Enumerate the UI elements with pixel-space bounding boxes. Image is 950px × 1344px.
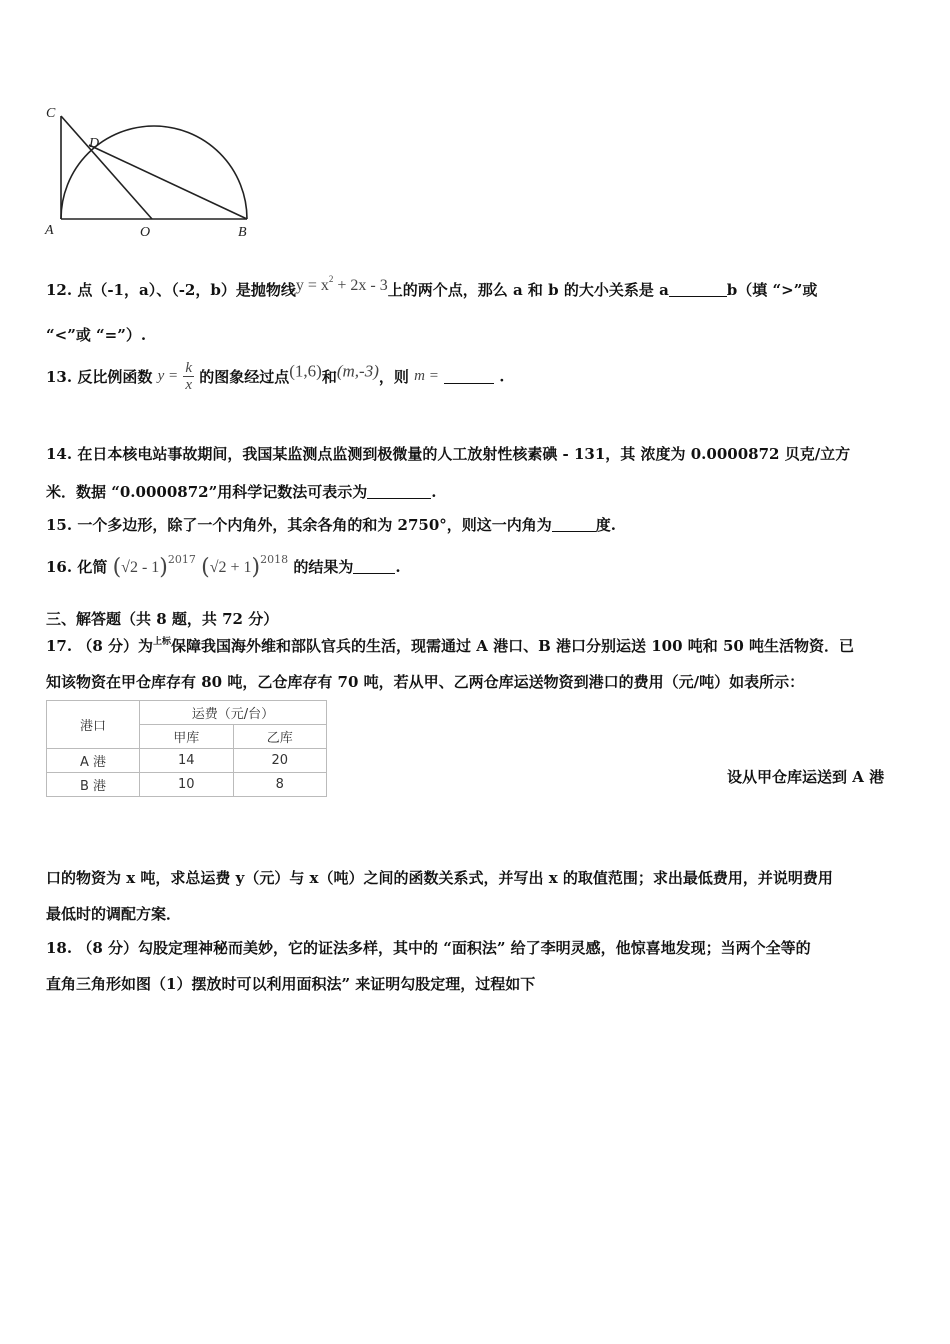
table-header-row xyxy=(47,701,327,725)
q17-side-text: 设从甲仓库运送到 A 港 xyxy=(727,768,885,786)
q18-line1: 18. （8 分）勾股定理神秘而美妙，它的证法多样，其中的 “面积法” 给了李明灵感，他惊喜地发现；当两个全等的 xyxy=(46,939,811,957)
q16-paren-open-2: ( xyxy=(201,555,210,580)
table-col-header: 乙库 xyxy=(233,725,327,749)
table-cell: 14 xyxy=(140,749,234,773)
label-c: C xyxy=(46,106,56,121)
table-row xyxy=(47,749,327,773)
q14-answer-blank[interactable] xyxy=(367,484,431,499)
table-cell: 10 xyxy=(140,773,234,797)
q12-formula xyxy=(295,274,388,294)
q12-formula-eq: = x xyxy=(303,277,329,294)
table-cell: 8 xyxy=(233,773,327,797)
table-col-header: 甲库 xyxy=(140,725,234,749)
q12-formula-rest: + 2x - 3 xyxy=(333,277,388,294)
q16-exp1: 2017 xyxy=(167,553,196,566)
q13-m-eq: m = xyxy=(414,368,439,384)
q13-text-pre: 13. 反比例函数 xyxy=(46,368,153,386)
q17-line4: 最低时的调配方案． xyxy=(46,905,182,923)
q17-line1 xyxy=(46,634,854,656)
q14-line2 xyxy=(46,481,436,502)
q14-text-end: . xyxy=(431,483,437,501)
q17-text-pre: 17. （8 分）为 xyxy=(46,637,153,655)
q13-text-then: ，则 xyxy=(378,368,409,386)
section3-title: 三、解答题（共 8 题，共 72 分） xyxy=(46,610,279,628)
q12-text-pre: 12. 点（-1，a）、（-2，b）是抛物线 xyxy=(46,281,296,299)
table-row-label: B 港 xyxy=(47,773,140,797)
q13-text-mid: 的图象经过点 xyxy=(199,368,290,386)
q13-answer-blank[interactable] xyxy=(444,369,494,384)
q16-term1: √2 - 1 xyxy=(121,559,160,576)
q16-paren-open-1: ( xyxy=(112,555,122,580)
q18-line2: 直角三角形如图（1）摆放时可以利用面积法” 来证明勾股定理，过程如下 xyxy=(46,975,536,993)
q17-text-post: 保障我国海外维和部队官兵的生活，现需通过 A 港口、B 港口分别运送 100 吨和 50 吨生活物资．已 xyxy=(171,637,855,655)
q13-point2: (m,-3) xyxy=(336,361,379,381)
q12-text-end: b（填 “>”或 xyxy=(726,281,818,299)
q13-fraction xyxy=(183,360,194,393)
q16-term2: √2 + 1 xyxy=(209,559,252,576)
q16-text-post: 的结果为 xyxy=(293,558,354,576)
q12-line1 xyxy=(46,274,817,300)
cost-table xyxy=(46,700,327,797)
label-a: A xyxy=(45,223,54,238)
q14-line1: 14. 在日本核电站事故期间，我国某监测点监测到极微量的人工放射性核素碘 - 131，其 浓度为 0.0000872 贝克/立方 xyxy=(46,445,851,463)
q13-frac-den: x xyxy=(185,377,192,393)
table-row xyxy=(47,773,327,797)
geometry-figure xyxy=(40,100,260,245)
q13-frac-num: k xyxy=(185,360,192,376)
label-b: B xyxy=(238,225,247,240)
q15-text-pre: 15. 一个多边形，除了一个内角外，其余各角的和为 2750°，则这一内角为 xyxy=(46,516,552,534)
q16-line xyxy=(46,553,401,580)
q15-line xyxy=(46,514,616,535)
q15-answer-blank[interactable] xyxy=(552,517,596,532)
q12-formula-y: y xyxy=(295,277,304,294)
table-cell: 20 xyxy=(233,749,327,773)
q12-formula-exp: 2 xyxy=(328,274,334,284)
q13-line xyxy=(46,360,505,393)
q13-y-eq: y = xyxy=(157,368,179,384)
q17-line3: 口的物资为 x 吨，求总运费 y（元）与 x（吨）之间的函数关系式，并写出 x 的取值范围；求出最低费用，并说明费用 xyxy=(46,869,833,887)
q12-answer-blank[interactable] xyxy=(669,282,727,297)
q12-line2: “<”或 “=”）. xyxy=(46,326,147,344)
table-row-label: A 港 xyxy=(47,749,140,773)
q16-exp2: 2018 xyxy=(260,553,289,566)
q16-paren-close-1: ) xyxy=(159,555,168,580)
q16-text-pre: 16. 化简 xyxy=(46,558,108,576)
q13-text-end: . xyxy=(499,367,505,386)
table-group-header: 运费（元/台） xyxy=(140,701,327,725)
q13-text-and: 和 xyxy=(321,368,337,386)
q16-paren-close-2: ) xyxy=(251,555,261,580)
q13-point1: (1,6) xyxy=(289,361,322,381)
q16-answer-blank[interactable] xyxy=(353,559,395,574)
q14-text-pre: 米．数据 “0.0000872”用科学记数法可表示为 xyxy=(46,483,368,501)
q16-text-end: . xyxy=(395,558,401,576)
q17-line2: 知该物资在甲仓库存有 80 吨，乙仓库存有 70 吨，若从甲、乙两仓库运送物资到港口的费用（元/吨）如表所示： xyxy=(46,673,805,691)
q17-superscript-mark: 上标 xyxy=(152,637,171,647)
label-d: D xyxy=(89,136,100,151)
q15-text-end: 度. xyxy=(595,516,617,534)
q12-text-post: 上的两个点，那么 a 和 b 的大小关系是 a xyxy=(387,281,669,299)
table-corner-cell: 港口 xyxy=(47,701,140,749)
label-o: O xyxy=(140,225,151,240)
